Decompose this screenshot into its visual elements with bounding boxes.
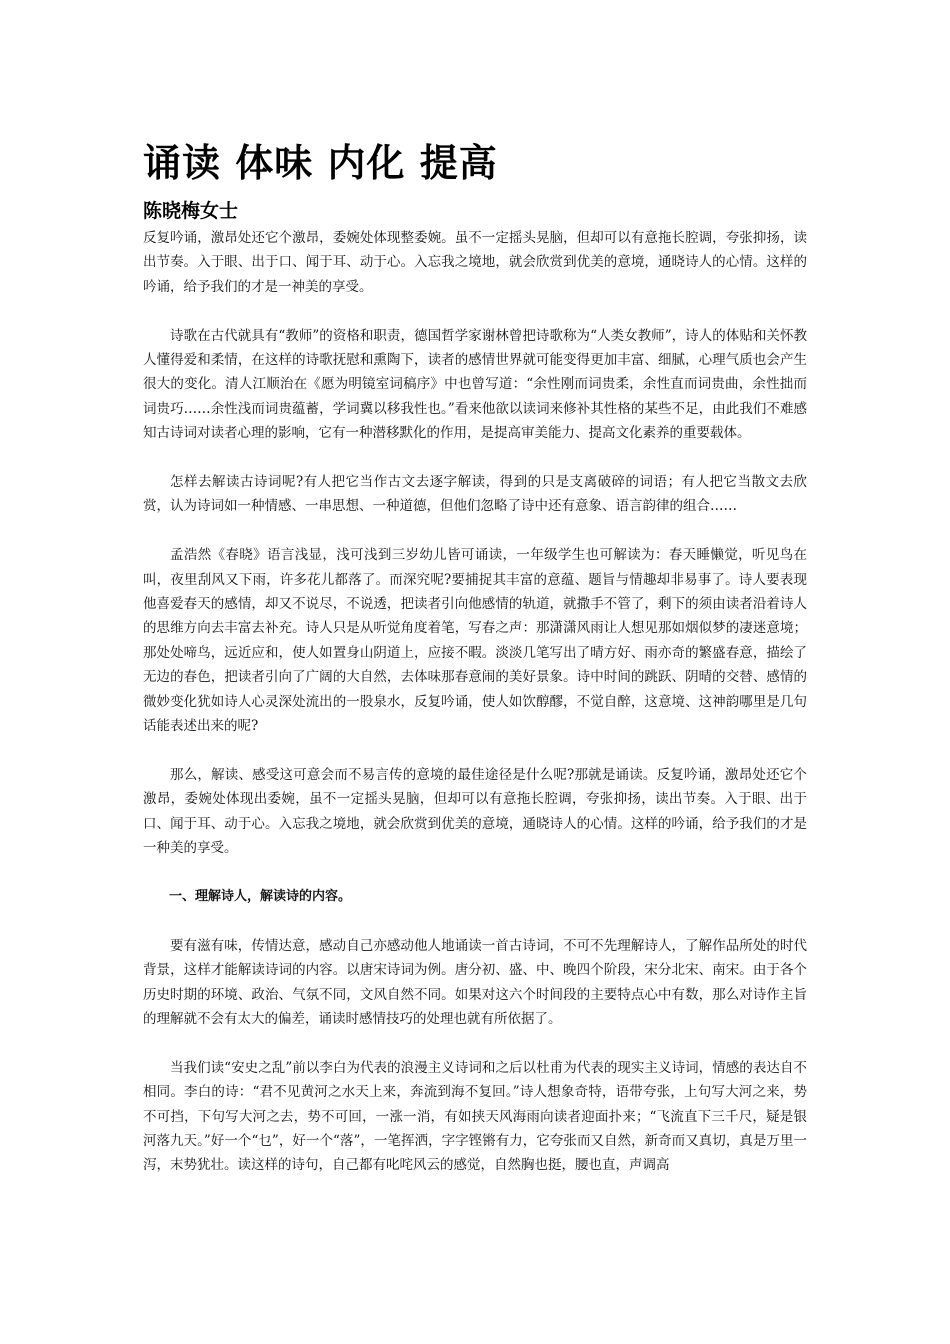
paragraph: 当我们读“安史之乱”前以李白为代表的浪漫主义诗词和之后以杜甫为代表的现实主义诗词，情感的表达自不相同。李白的诗：“君不见黄河之水天上来，奔流到海不复回。”诗人想象奇特，语带夸张，上句写大河之来，势不可挡，下句写大河之去，势不可回，一涨一消，有如挟天风海雨向读者迎面扑来；“飞流直下三千尺，疑是银河落九天。”好一个“乜”，好一个“落”，一笔挥洒，字字铿锵有力，它夸张而又自然，新奇而又真切，真是万里一泻，末势犹壮。读这样的诗句，自己都有叱咤风云的感觉，自然胸也挺，腰也直，声调高 (143, 1059, 807, 1174)
document-title: 诵读 体味 内化 提高 (143, 140, 498, 185)
document-body (143, 226, 807, 1178)
section-heading: 一、理解诗人，解读诗的内容。 (169, 888, 352, 904)
paragraph-intro: 反复吟诵，激昂处还它个激昂，委婉处体现整委婉。虽不一定摇头晃脑，但却可以有意拖长腔调，夸张抑扬，读出节奏。入于眼、出于口、闻于耳、动于心。入忘我之境地，就会欣赏到优美的意境，通晓诗人的心情。这样的吟诵，给予我们的才是一神美的享受。 (143, 230, 807, 295)
paragraph: 那么，解读、感受这可意会而不易言传的意境的最佳途径是什么呢?那就是诵读。反复吟诵，激昂处还它个激昂，委婉处体现出委婉，虽不一定摇头晃脑，但却可以有意拖长腔调，夸张抑扬，读出节奏。入于眼、出于口、闻于耳、动于心。入忘我之境地，就会欣赏到优美的意境，通晓诗人的心情。这样的吟诵，给予我们的才是一种美的享受。 (143, 766, 807, 857)
paragraph: 怎样去解读古诗词呢?有人把它当作古文去逐字解读，得到的只是支离破碎的词语；有人把它当散文去欣赏，认为诗词如一种情感、一串思想、一种道德，但他们忽略了诗中还有意象、语言韵律的组合…… (143, 474, 807, 515)
paragraph: 诗歌在古代就具有“教师”的资格和职责，德国哲学家谢林曾把诗歌称为“人类女教师”，诗人的体贴和关怀教人懂得爱和柔情，在这样的诗歌抚慰和熏陶下，读者的感情世界就可能变得更加丰富、细腻，心理气质也会产生很大的变化。清人江顺治在《愿为明镜室词稿序》中也曾写道：“余性刚而词贵柔，余性直而词贵曲，余性拙而词贵巧……余性浅而词贵蕴蓄，学词冀以移我性也。”看来他欲以读词来修补其性格的某些不足，由此我们不难感知古诗词对读者心理的影响，它有一种潜移默化的作用，是提高审美能力、提高文化素养的重要载体。 (143, 327, 807, 442)
paragraph: 要有滋有味，传情达意，感动自己亦感动他人地诵读一首古诗词，不可不先理解诗人，了解作品所处的时代背景，这样才能解读诗词的内容。以唐宋诗词为例。唐分初、盛、中、晚四个阶段，宋分北宋、南宋。由于各个历史时期的环境、政治、气氛不同，文风自然不同。如果对这六个时间段的主要特点心中有数，那么对诗作主旨的理解就不会有太大的偏差，诵读时感情技巧的处理也就有所依据了。 (143, 937, 807, 1027)
paragraph: 孟浩然《春晓》语言浅显，浅可浅到三岁幼儿皆可诵读，一年级学生也可解读为：春天睡懒觉，听见鸟在叫，夜里刮风又下雨，许多花儿都落了。而深究呢?要捕捉其丰富的意蕴、题旨与情趣却非易事了。诗人要表现他喜爱春天的感情，却又不说尽，不说透，把读者引向他感情的轨道，就撒手不管了，剩下的须由读者沿着诗人的思维方向去丰富去补充。诗人只是从听觉角度着笔，写春之声：那潇潇风雨让人想见那如烟似梦的凄迷意境；那处处啼鸟，远近应和，使人如置身山阴道上，应接不暇。淡淡几笔写出了晴方好、雨亦奇的繁盛春意，描绘了无边的春色，把读者引向了广阔的大自然，去体味那春意闹的美好景象。诗中时间的跳跃、阴晴的交替、感情的微妙变化犹如诗人心灵深处流出的一股泉水，反复吟诵，使人如饮醇醪，不觉自醉，这意境、这神韵哪里是几句话能表述出来的呢? (143, 547, 807, 735)
document-author: 陈晓梅女士 (143, 200, 239, 222)
